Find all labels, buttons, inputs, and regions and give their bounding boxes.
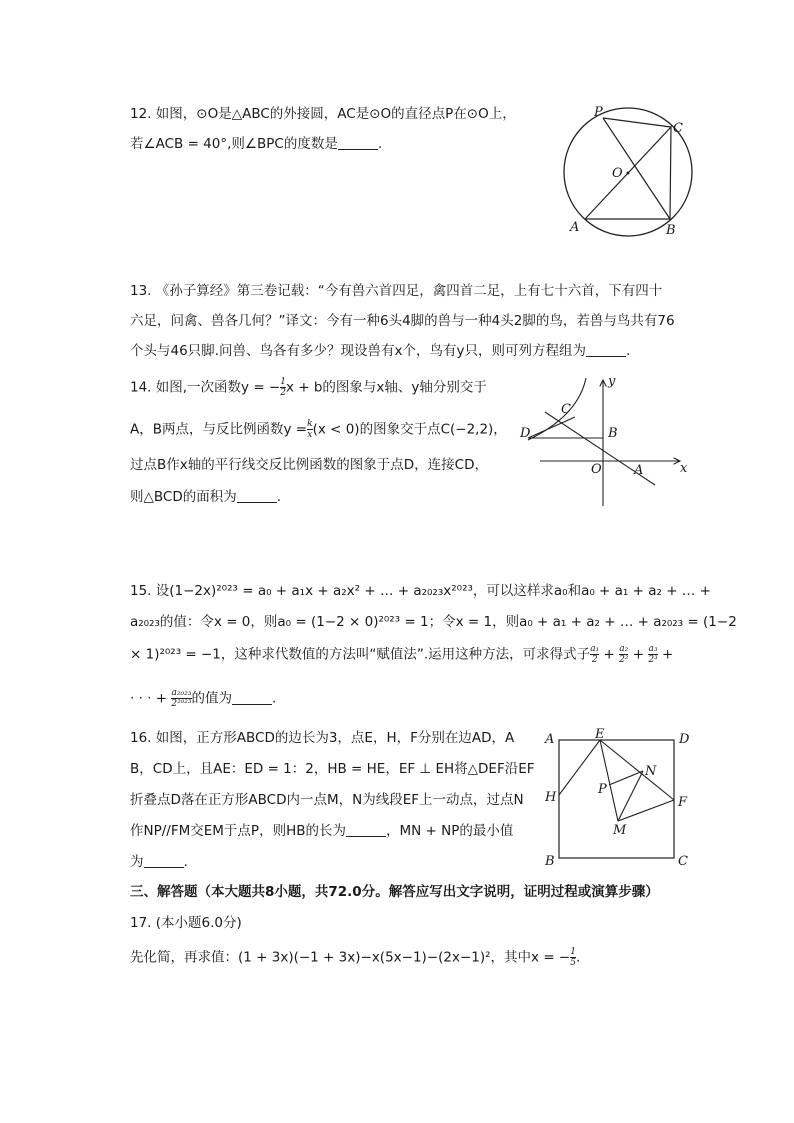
q14-label-o: O [591, 462, 602, 477]
q14-label-b: B [608, 426, 618, 441]
q13-line3-text: 个头与46只脚.问兽、鸟各有多少？现设兽有x个，鸟有y只，则可列方程组为 [130, 343, 586, 359]
q14-line1-frac-den: 2 [280, 388, 286, 398]
section-3-heading: 三、解答题（本大题共8小题，共72.0分。解答应写出文字说明，证明过程或演算步骤） [130, 884, 659, 900]
q15-frac-4-num: a₂₀₂₃ [171, 688, 192, 698]
q14-hyperbola [528, 378, 586, 440]
q16-label-f: F [678, 795, 688, 810]
q14-line2-a: A，B两点，与反比例函数y = [130, 421, 308, 438]
q14-label-d: D [520, 426, 531, 441]
q12-answer-blank[interactable] [338, 135, 378, 150]
q12-label-a: A [570, 220, 580, 235]
q17-line1: 17. (本小题6.0分) [130, 915, 242, 931]
q15-frac-3 [648, 644, 657, 665]
q17-frac-den: 5 [570, 958, 576, 968]
q15-frac-3-num: a₃ [648, 644, 658, 654]
q16-label-p: P [598, 782, 607, 797]
q12-line2-end: . [377, 136, 383, 152]
q12-label-c: C [673, 121, 683, 136]
q14-line4-end: . [276, 489, 282, 505]
q14-line3: 过点B作x轴的平行线交反比例函数的图象于点D，连接CD， [130, 457, 488, 473]
q12-line2 [130, 134, 382, 154]
q13-answer-blank[interactable] [586, 342, 626, 357]
q16-line3: 折叠点D落在正方形ABCD内一点M，N为线段EF上一动点，过点N [130, 792, 524, 808]
q14-label-c: C [561, 402, 571, 417]
q14-answer-blank[interactable] [237, 488, 277, 503]
q14-line2-frac-num: k [307, 419, 313, 429]
q15-frac-2-den: 2² [619, 655, 629, 665]
q14-line2-frac-den: x [307, 430, 313, 440]
q14-label-a: A [634, 463, 644, 478]
q15-frac-1 [590, 644, 599, 665]
q17-frac-num: 1 [570, 947, 576, 957]
q14-line1-a: 14. 如图,一次函数y = − [130, 379, 281, 396]
q16-square-figure [540, 728, 700, 868]
q14-line2-b: (x < 0)的图象交于点C(−2,2)， [312, 421, 507, 438]
q13-line2: 六足，问禽、兽各几何？”译文：今有一种6头4脚的兽与一种4头2脚的鸟，若兽与鸟共有76 [130, 313, 675, 329]
q16-label-d: D [679, 732, 690, 747]
q16-label-c: C [678, 854, 688, 868]
q15-line3: × 1)²⁰²³ = −1，这种求代数值的方法叫“赋值法”.运用这种方法，可求得式子 $\frac{\text{a₁}}{2}$ + $\frac{\text{a₂}}{\text{2²}}$ + $\frac{\text{a₃}}{\text{2³}}$ + [130, 644, 674, 665]
q15-line3-text: × 1)²⁰²³ = −1，这种求代数值的方法叫“赋值法”.运用这种方法，可求得式子 [130, 646, 591, 663]
q15-line4-a: · · · + [130, 690, 168, 707]
q16-segment-eh [559, 740, 600, 795]
q16-segment-pn [609, 771, 643, 785]
q16-answer-blank-1[interactable] [346, 822, 386, 837]
q15-frac-4 [171, 688, 191, 709]
q14-line2 [130, 419, 507, 440]
q12-circle-figure [560, 102, 700, 242]
q14-line4 [130, 487, 281, 507]
q14-label-x: x [680, 461, 688, 476]
q13-line3 [130, 341, 630, 361]
q14-line1 [130, 377, 487, 398]
q12-label-p: P [594, 105, 603, 120]
q15-line2: a₂₀₂₃的值：令x = 0，则a₀ = (1−2 × 0)²⁰²³ = 1；令x = 1，则a₀ + a₁ + a₂ + … + a₂₀₂₃ = (1−2 [130, 614, 737, 630]
q15-line4-end: . [272, 690, 277, 707]
q17-line2-end: . [575, 949, 581, 966]
q16-line5-end: . [183, 854, 188, 870]
q14-graph-figure [514, 372, 694, 512]
q16-square [559, 740, 674, 858]
q16-label-n: N [645, 764, 657, 779]
q16-line4-mid: ，MN + NP的最小值 [385, 823, 514, 839]
q15-line1: 15. 设(1−2x)²⁰²³ = a₀ + a₁x + a₂x² + … + a₂₀₂₃x²⁰²³，可以这样求a₀和a₀ + a₁ + a₂ + … + [130, 583, 711, 599]
q14-line4-text: 则△BCD的面积为 [130, 489, 237, 505]
q14-label-y: y [608, 374, 616, 389]
q15-frac-2-num: a₂ [619, 644, 629, 654]
q15-frac-1-num: a₁ [590, 644, 600, 654]
q12-label-o: O [612, 166, 623, 181]
q12-chord-pc [603, 118, 671, 127]
q16-label-e: E [595, 728, 605, 742]
q17-line2-text: 先化简，再求值：(1 + 3x)(−1 + 3x)−x(5x−1)−(2x−1)²，其中x = − [130, 949, 571, 966]
q16-line5 [130, 852, 188, 872]
q13-line1: 13. 《孙子算经》第三卷记载：“今有兽六首四足，禽四首二足，上有七十六首，下有四十 [130, 283, 663, 299]
q15-answer-blank[interactable] [232, 690, 272, 705]
q16-line2: B，CD上，且AE：ED = 1：2，HB = HE，EF ⊥ EH将△DEF沿EF [130, 761, 535, 777]
q15-line4-b: 的值为 [191, 690, 233, 707]
q16-line5-text: 为 [130, 854, 144, 870]
q15-frac-1-den: 2 [591, 655, 598, 665]
q15-frac-4-den: 2²⁰²³ [171, 699, 192, 709]
q15-line4 [130, 688, 276, 709]
q16-line1: 16. 如图，正方形ABCD的边长为3，点E，H，F分别在边AD，A [130, 730, 515, 746]
q17-line2 [130, 947, 580, 968]
q12-center-dot [627, 172, 630, 175]
q16-answer-blank-2[interactable] [144, 853, 184, 868]
q12-line2-text: 若∠ACB = 40°,则∠BPC的度数是 [130, 136, 338, 152]
q12-label-b: B [666, 223, 676, 238]
q16-label-h: H [545, 790, 557, 805]
q15-frac-2 [619, 644, 628, 665]
q16-label-b: B [545, 854, 555, 868]
q13-line3-end: . [625, 343, 631, 359]
q15-frac-3-den: 2³ [648, 655, 658, 665]
q14-line1-b: x + b的图象与x轴、y轴分别交于 [285, 379, 487, 396]
q16-label-m: M [613, 823, 627, 838]
q16-line4 [130, 821, 513, 841]
q16-line4-text: 作NP//FM交EM于点P，则HB的长为 [130, 823, 346, 839]
q14-line1-frac-num: 1 [280, 377, 286, 387]
q12-line1: 12. 如图，⊙O是△ABC的外接圆，AC是⊙O的直径点P在⊙O上， [130, 106, 516, 122]
q16-label-a: A [545, 732, 555, 747]
